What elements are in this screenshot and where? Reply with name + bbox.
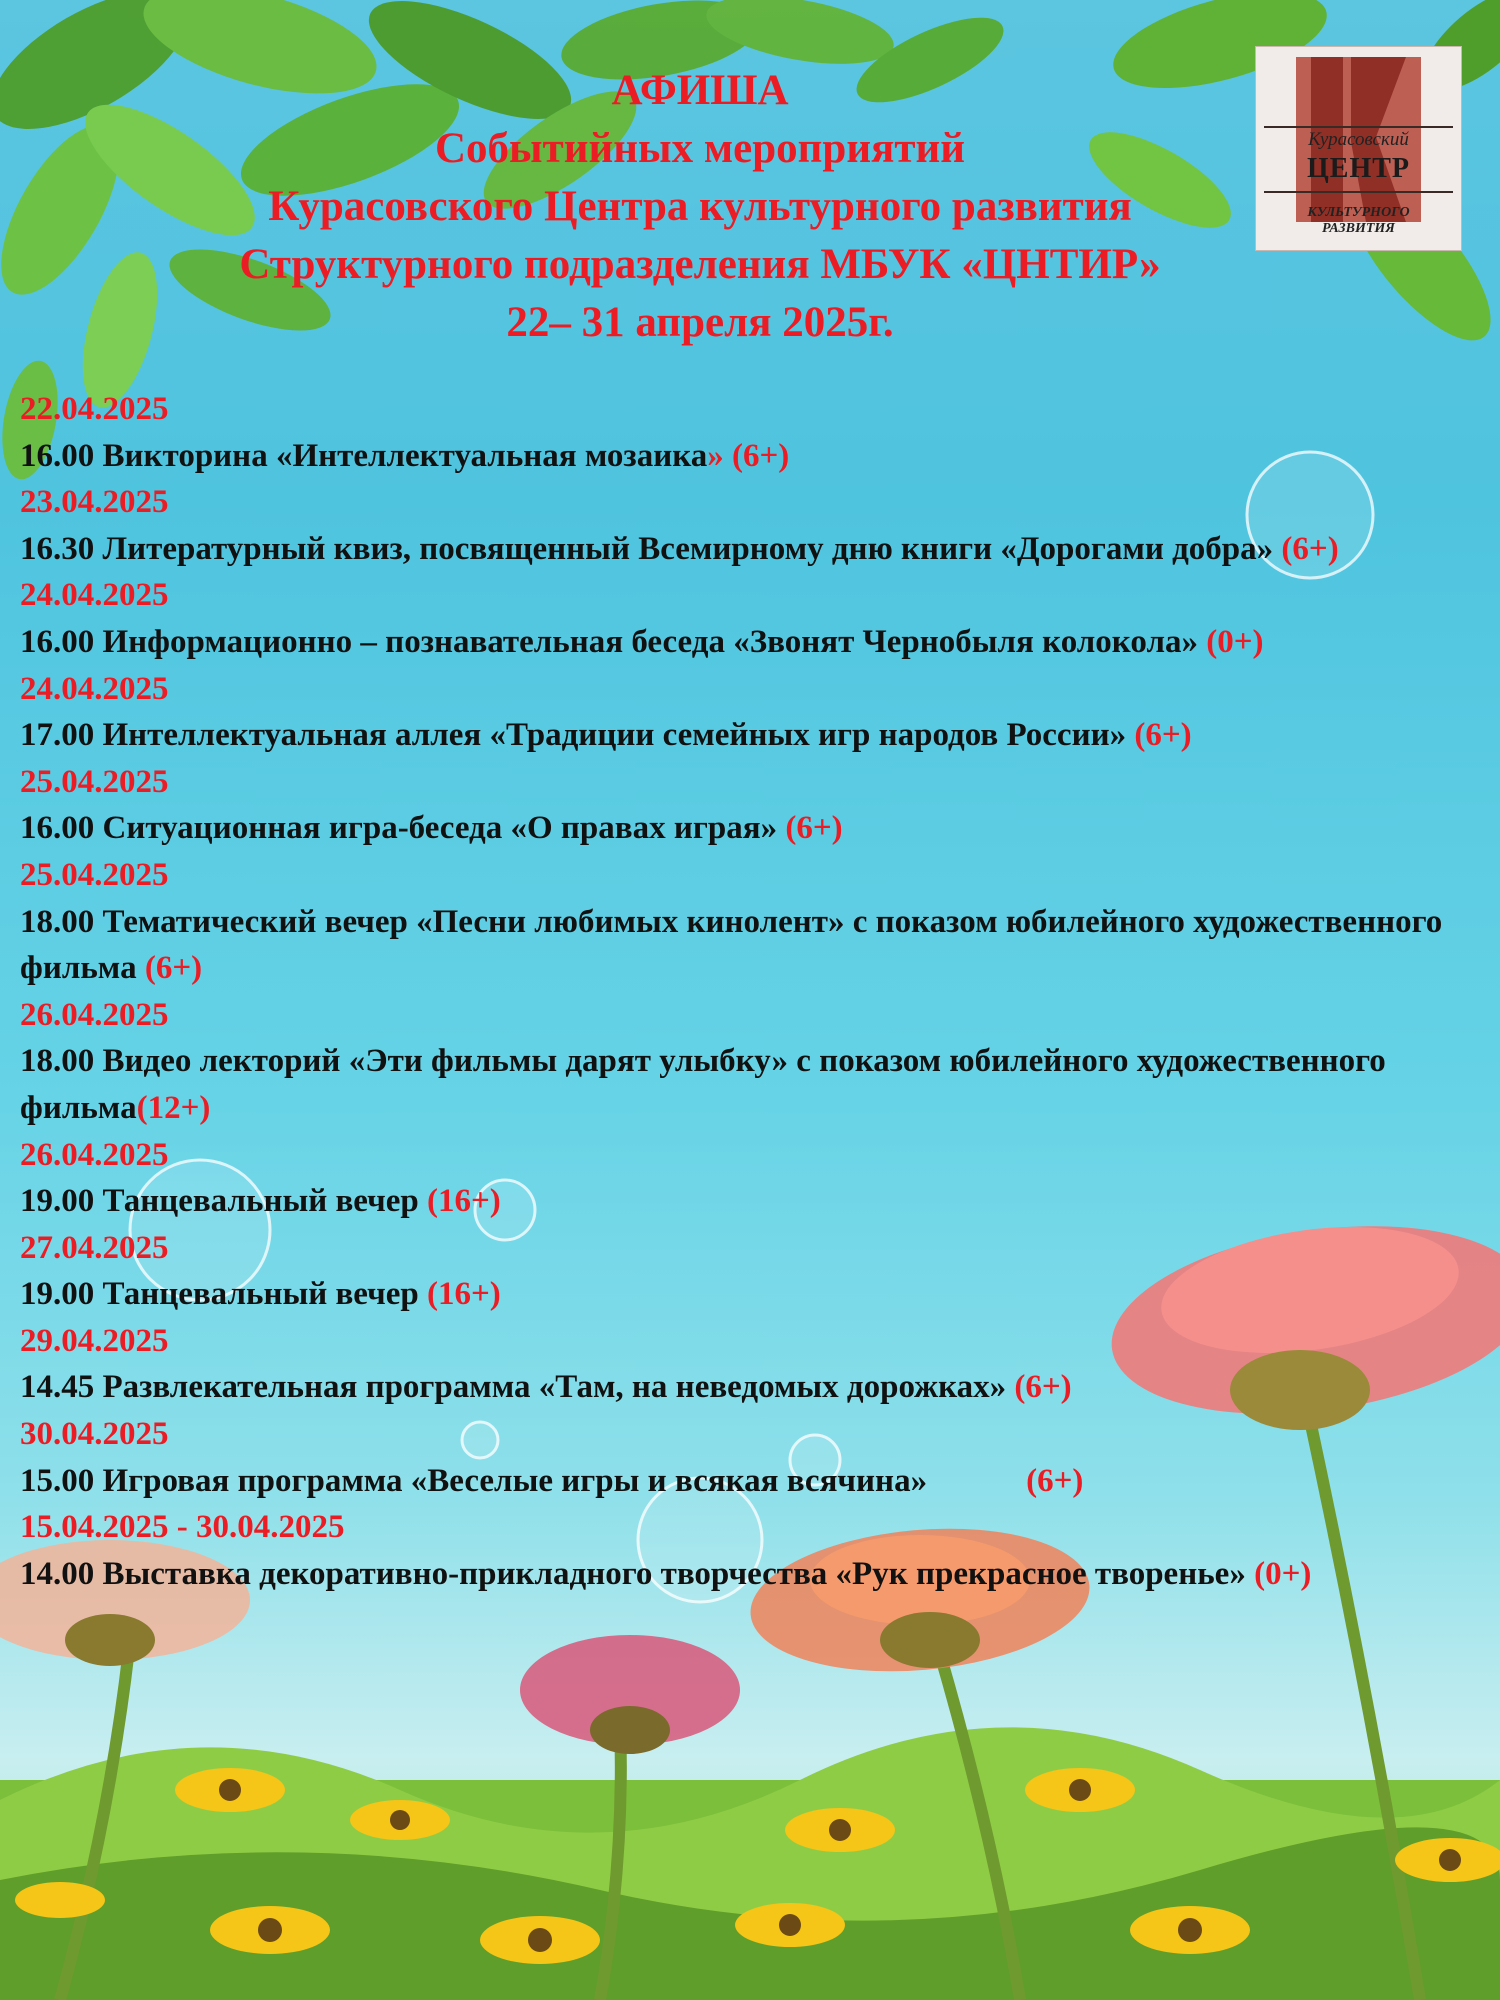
- event-text: 16.30 Литературный квиз, посвященный Всемирному дню книги «Дорогами добра»: [20, 530, 1282, 567]
- event-description: [20, 1551, 1480, 1598]
- event-description: [20, 433, 1480, 480]
- header-organization: Курасовского Центра культурного развития: [268, 183, 1132, 230]
- event-item: [20, 572, 1480, 665]
- event-item: [20, 386, 1480, 479]
- event-date: 30.04.2025: [20, 1416, 169, 1453]
- event-age-rating: (6+): [1134, 717, 1192, 754]
- logo-line-3a: КУЛЬТУРНОГО: [1307, 205, 1410, 220]
- event-age-rating: (16+): [427, 1276, 501, 1313]
- event-date: 24.04.2025: [20, 577, 169, 614]
- event-date: 26.04.2025: [20, 1136, 169, 1173]
- event-text: 17.00 Интеллектуальная аллея «Традиции семейных игр народов России»: [20, 717, 1135, 754]
- event-item: [20, 1504, 1480, 1597]
- event-date: 25.04.2025: [20, 856, 169, 893]
- event-text: 18.00 Видео лекторий «Эти фильмы дарят улыбку» с показом юбилейного художественного фильма: [20, 1043, 1386, 1126]
- poster-header: [0, 62, 1400, 352]
- event-date: 29.04.2025: [20, 1322, 169, 1359]
- header-title: АФИША: [611, 67, 789, 114]
- event-item: [20, 1318, 1480, 1411]
- logo-line-3: [1256, 205, 1461, 237]
- event-date: 26.04.2025: [20, 996, 169, 1033]
- event-age-rating: (6+): [785, 810, 843, 847]
- event-description: [20, 805, 1480, 852]
- event-text: 16.00 Викторина «Интеллектуальная мозаика: [20, 437, 708, 474]
- event-description: [20, 619, 1480, 666]
- event-item: [20, 852, 1480, 992]
- event-text: 18.00 Тематический вечер «Песни любимых кинолент» с показом юбилейного художественного фильма: [20, 903, 1443, 987]
- event-item: [20, 479, 1480, 572]
- event-age-rating: (6+): [1014, 1369, 1072, 1406]
- logo-line-3b: РАЗВИТИЯ: [1322, 221, 1395, 236]
- event-item: [20, 1225, 1480, 1318]
- event-text: 16.00 Ситуационная игра-беседа «О правах играя»: [20, 810, 786, 847]
- logo-line-1: Курасовский: [1308, 129, 1409, 150]
- event-date: 25.04.2025: [20, 763, 169, 800]
- event-date: 27.04.2025: [20, 1229, 169, 1266]
- center-logo: [1255, 46, 1462, 251]
- event-description: [20, 1178, 1480, 1225]
- events-list: [20, 386, 1480, 1597]
- event-item: [20, 666, 1480, 759]
- event-text: 14.45 Развлекательная программа «Там, на неведомых дорожках»: [20, 1369, 1015, 1406]
- event-description: [20, 1364, 1480, 1411]
- event-text: 15.00 Игровая программа «Веселые игры и всякая всячина»: [20, 1462, 1027, 1499]
- event-description: [20, 712, 1480, 759]
- event-description: [20, 526, 1480, 573]
- event-age-rating: (6+): [1281, 530, 1339, 567]
- event-age-rating: (6+): [144, 950, 203, 987]
- event-age-rating: (0+): [1206, 623, 1264, 660]
- header-subtitle: Событийных мероприятий: [434, 125, 966, 172]
- event-date: 24.04.2025: [20, 670, 169, 707]
- event-description: [20, 1458, 1480, 1505]
- event-date: 15.04.2025 - 30.04.2025: [20, 1509, 345, 1546]
- event-text: 19.00 Танцевальный вечер: [20, 1183, 427, 1220]
- event-age-rating: (12+): [136, 1089, 211, 1126]
- event-description: [20, 1271, 1480, 1318]
- event-age-rating: (16+): [427, 1183, 501, 1220]
- logo-line-2: ЦЕНТР: [1306, 153, 1410, 184]
- event-age-rating: (0+): [1254, 1555, 1312, 1592]
- event-item: [20, 1411, 1480, 1504]
- event-age-rating: (6+): [1026, 1462, 1084, 1499]
- event-item: [20, 992, 1480, 1132]
- event-text: 19.00 Танцевальный вечер: [20, 1276, 427, 1313]
- event-description: [20, 899, 1480, 992]
- event-text: 16.00 Информационно – познавательная беседа «Звонят Чернобыля колокола»: [20, 623, 1207, 660]
- event-text: 14.00 Выставка декоративно-прикладного творчества «Рук прекрасное творенье»: [20, 1555, 1255, 1592]
- header-date-range: 22– 31 апреля 2025г.: [506, 299, 894, 346]
- event-date: 23.04.2025: [20, 484, 169, 521]
- event-date: 22.04.2025: [20, 391, 169, 427]
- event-item: [20, 759, 1480, 852]
- event-item: [20, 1132, 1480, 1225]
- event-age-rating: » (6+): [707, 437, 790, 474]
- event-description: [20, 1038, 1480, 1131]
- magenta-flower-decoration: [520, 1635, 740, 1754]
- header-division: Структурного подразделения МБУК «ЦНТИР»: [239, 241, 1161, 288]
